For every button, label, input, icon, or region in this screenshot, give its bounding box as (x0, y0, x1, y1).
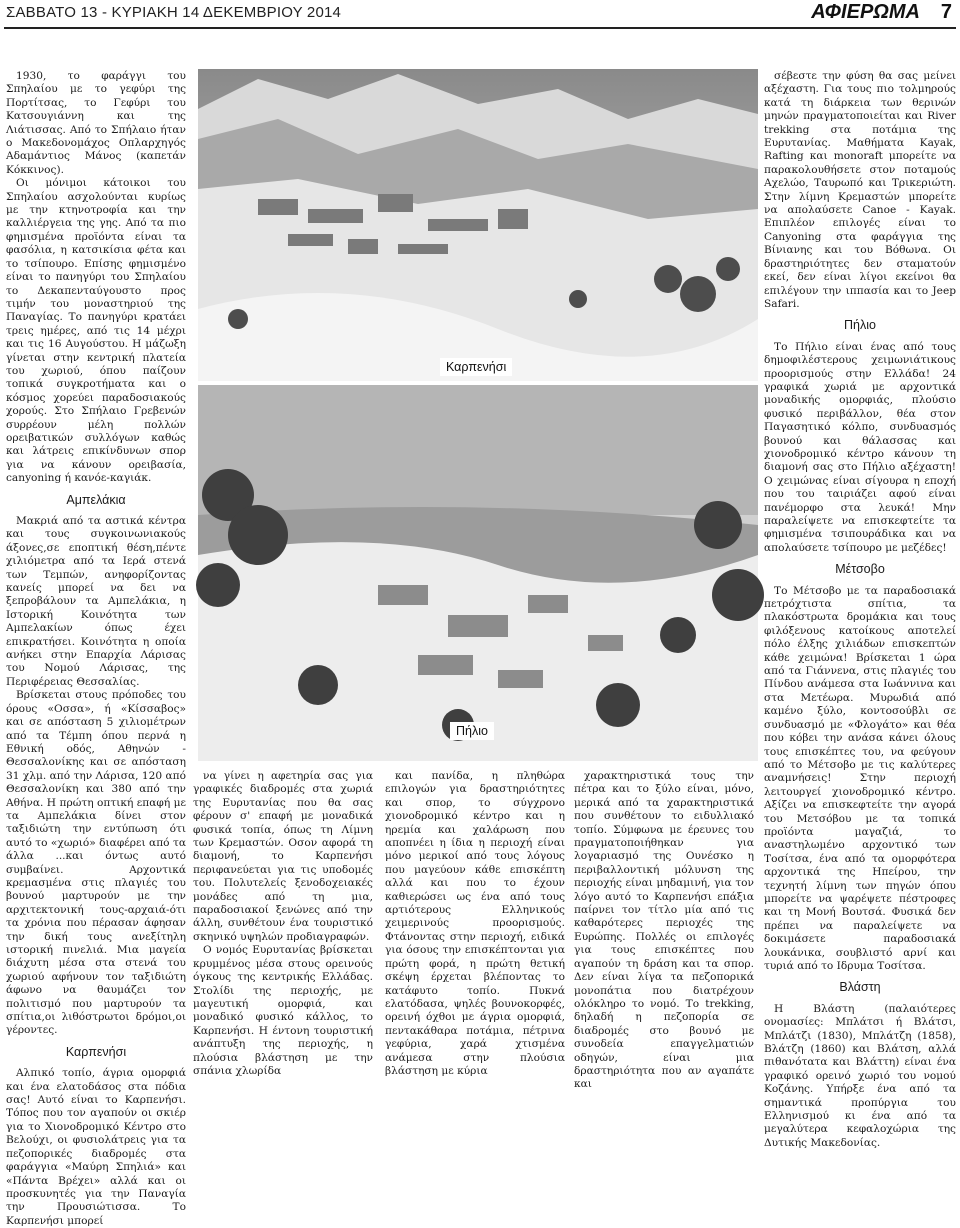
column-middle-1 (193, 770, 373, 1077)
subheading-pilio: Πήλιο (844, 318, 876, 333)
header-rule (4, 27, 956, 29)
paragraph: Το Μέτσοβο με τα παραδοσιακά πετρόχτιστα σπίτια, τα πλακόστρωτα δρομάκια και τους φιλόξενους κατοίκους αποτελεί πόλο έλξης χιλιάδων επισκεπτών κάθε χειμώνα! Βρίσκεται 1 ώρα από τα Γιάννενα, στις πλαγιές του Πίνδου ανάμεσα στα Ιωάννινα και στα Μετέωρα. Μυρωδιά από καμένο ξύλο, κοντοσούβλι σε συνδυασμό με «Φλογάτο» και θέα που κόβει την ανάσα κάνει όλους τους επισκέπτες του, να φεύγουν από το Μέτσοβο με τις καλύτερες αναμνήσεις! Στην περιοχή λειτουργεί χιονοδρομικό κέντρο. Αξίζει να επισκεφτείτε την αγορά του Μετσόβου με τα τοπικά προϊόντα μαγαζιά, το αναστηλωμένο αρχοντικό των Τοσίτσα, ένα από τα ομορφότερα αρχοντικά της Ηπείρου, την τεχνητή λίμνη των πηγών όπου μπορείτε να ψαρέψετε πέστροφες και τη Μονή Βουτσά. Φυσικά δεν πρέπει να παραλείψετε να δοκιμάσετε παραδοσιακά λουκάνικα, σουβλιστό αρνί και τυριά από το Ιδρυμα Τοσίτσα. (764, 584, 956, 972)
column-left (6, 70, 186, 1227)
column-middle-2 (385, 770, 565, 1077)
paragraph: Βρίσκεται στους πρόποδες του όρους «Οσσα», ή «Κίσσαβος» και σε απόσταση 5 χιλιομέτρων από τα Τέμπη όπου περνά η Εθνική οδός, Αθηνών - Θεσσαλονίκης και σε απόσταση 31 χλμ. από την Λάρισα, 120 από Θεσσαλονίκη και 380 από την Αθήνα. Η πρώτη οπτική επαφή με τα Αμπελάκια δίνει στον ταξιδιώτη την εντύπωση ότι αυτό το «χωριό» διαφέρει από τα άλλα ...και όντως αυτό συμβαίνει. Αρχοντικά κρεμασμένα στις πλαγιές του βουνού μαρτυρούν με την αρχιτεκτονική τους-αρχαιά-ότι τα χρόνια που πέρασαν άφησαν την δική τους ανεξίτηλη ιστορική πινελιά. Μια μαγεία διάχυτη μέσα στα στενά του χωριού αφήνουν τον ταξιδιώτη άφωνο να θαυμάζει τον πολιτισμό που μαρτυρούν τα σπίτια,οι λιθόστρωτοι δρόμοι,οι γέροντες. (6, 689, 186, 1037)
paragraph: και πανίδα, η πληθώρα επιλογών για δραστηριότητες και σπορ, το σύγχρονο χιονοδρομικό κέντρο και η ηρεμία και χαλάρωση που αποπνέει η ίδια η περιοχή είναι μόνο μερικοί από τους λόγους που μαγεύουν κάθε επισκέπτη αλλά και που το έχουν καθιερώσει ως ένα από τους αρτιότερους Ελληνικούς χειμερινούς προορισμούς. Φτάνοντας στην περιοχή, ειδικά για όσους την επισκέπτονται για πρώτη φορά, η πρώτη θετική σκέψη έρχεται βλέποντας το κατάφυτο τοπίο. Πυκνά ελατόδασα, ψηλές βουνοκορφές, ορεινή όχθοι με άγρια ομορφιά, πεντακάθαρα ποτάμια, πέτρινα γεφύρια, χαρά χτισμένα ανάμεσα στην πλούσια βλάστηση με κύρια (385, 770, 565, 1077)
photo-karpenisi (198, 69, 758, 381)
paragraph: 1930, το φαράγγι του Σπηλαίου με το γεφύρι της Πορτίτσας, το Γεφύρι του Κατσουγιάννη και της Λιάτισσας. Από το Σπήλαιο ήταν ο Μακεδονομάχος Οπλαρχηγός Αδαμάντιος Μάνος (καπετάν Κόκκινος). (6, 70, 186, 176)
paragraph: Ο νομός Ευρυτανίας βρίσκεται κρυμμένος μέσα στους ορεινούς όγκους της κεντρικής Ελλάδας. Στολίδι της περιοχής, με μαγευτική ομορφιά, και μοναδικό φυσικό κάλλος, το Καρπενήσι. Η έντονη τουριστική ανάπτυξη της περιοχής, η πλούσια βλάστηση με την σπάνια χλωρίδα (193, 944, 373, 1077)
paragraph: Μακριά από τα αστικά κέντρα και τους συγκοινωνιακούς άξονες,σε εποπτική θέση,πέντε χιλιόμετρα από τα Ιερά στενά των Τεμπών, ανηφορίζοντας κανείς μπορεί να δει να ξεπροβάλουν τα Αμπελάκια, η Ιστορική Κοινότητα των Αμπελακίων όπως έχει επικρατήσει. Κοινότητα η οποία ανήκει στην Επαρχία Λάρισας του Νομού Λάρισας, της Περιφέρειας Θεσσαλίας. (6, 515, 186, 688)
paragraph: Αλπικό τοπίο, άγρια ομορφιά και ένα ελατοδάσος στα πόδια σας! Αυτό είναι το Καρπενήσι. Τόπος που τον αγαπούν οι σκιέρ για το Χιονοδρομικό Κέντρο στο Βελούχι, οι φυσιολάτρεις για τα πεζοπορικές διαδρομές στα φαράγγια «Μαύρη Σπηλιά» και «Πάντα Βρέχει» αλλά και οι προσκυνητές για την Παναγία την Προυσιώτισσα. Το Καρπενήσι μπορεί (6, 1067, 186, 1227)
subheading-ampelakia: Αμπελάκια (66, 492, 126, 507)
paragraph: Το Πήλιο είναι ένας από τους δημοφιλέστερους χειμωνιάτικους προορισμούς στην Ελλάδα! 24 γραφικά χωριά με αρχοντικά μοναδικής ομορφιάς, πλούσιο φυσικό περιβάλλον, θέα στον Παγασητικό κόλπο, συνδυασμός βουνού και θάλασσας και χιονοδρομικό κέντρο κάνουν τη διαμονή σας στο Πήλιο αξέχαστη! Ο χειμώνας είναι σίγουρα η εποχή που του ταιριάζει αφού είναι πανέμορφο στα λευκά! Μην παραλείψετε να επισκεφτείτε τα φημισμένα τσιπουράδικα και να απολαύσετε τσίπουρο με μεζέδες! (764, 340, 956, 554)
subheading-karpenisi: Καρπενήσι (65, 1044, 127, 1059)
paragraph: χαρακτηριστικά τους την πέτρα και το ξύλο είναι, μόνο, μερικά από τα χαρακτηριστικά που συνθέτουν το ειδυλλιακό τοπίο. Σύμφωνα με έρευνες του πραγματοποιήθηκαν για λογαριασμό της Ουνέσκο η περιβαλλοντική μόλυνση της περιοχής είναι μηδαμινή, για τον λόγο αυτό το Καρπενήσι επάξια παίρνει τον τίτλο μία από τις καθαρότερες περιοχές της Ευρώπης. Πολλές οι επιλογές για τους επισκέπτες που αγαπούν τη δράση και τα σπορ. Δεν είναι λίγα τα πεζοπορικά μονοπάτια που διατρέχουν ολόκληρο το νομό. Το trekking, δηλαδή η πεζοπορία σε διαδρομές στο βουνό με συνοδεία επαγγελματιών οδηγών, είναι μια δραστηριότητα που αν αγαπάτε και (574, 770, 754, 1091)
photo-pilio-image (198, 385, 758, 761)
paragraph: να γίνει η αφετηρία σας για γραφικές διαδρομές στα χωριά της Ευρυτανίας που θα σας φέρουν σ' επαφή με μοναδικά φυσικά τοπία, όπως τη Λίμνη των Κρεμαστών. Οσον αφορά τη διαμονή, το Καρπενήσι περιφανεύεται για τις υποδομές του. Πολυτελείς ξενοδοχειακές μονάδες από τη μια, παραδοσιακοί ξενώνες από την άλλη, συνθέτουν ένα τουριστικό σκηνικό υψηλών προδιαγραφών. (193, 770, 373, 943)
issue-date: ΣΑΒΒΑΤΟ 13 - ΚΥΡΙΑΚΗ 14 ΔΕΚΕΜΒΡΙΟΥ 2014 (6, 4, 342, 21)
column-right (764, 70, 956, 1149)
paragraph: Οι μόνιμοι κάτοικοι του Σπηλαίου ασχολούνται κυρίως με την κτηνοτροφία και την καλλιέργεια της γης. Από τα πιο φημισμένα προϊόντα είναι τα φασόλια, η κατσικίσια φέτα και το τσίπουρο. Επίσης φημισμένο είναι το πανηγύρι του Σπηλαίου το Δεκαπενταύγουστο προς τιμήν του μοναστηριού της Παναγίας. Το πανηγύρι κρατάει τρεις ημέρες, από τις 14 μέχρι και τις 16 Αυγούστου. Η μάζωξη γίνεται στην κεντρική πλατεία του χωριού, όπου παίζουν τοπικά συγκροτήματα και ο κόσμος χορεύει παραδοσιακούς χορούς. Στο Σπήλαιο Γρεβενών συρρέουν μέλη πολλών ορειβατικών συλλόγων καθώς και λάτρεις επικίνδυνων σπορ για να κάνουν ορειβασία, canyoning ή κανόε-καγιάκ. (6, 177, 186, 485)
paragraph: Η Βλάστη (παλαιότερες ονομασίες: Μπλάτσι ή Βλάτσι, Μπλάτζι (1830), Μπλάτζη (1858), Βλάτζη (1860) και Βλάτση, αλλά πιθανότατα και Βλάττη) είναι ένα γραφικό ορεινό χωριό του νομού Κοζάνης. Υπήρξε ένα από τα σημαντικά προπύργια του Ελληνισμού κι ένα από τα μεγαλύτερα κεφαλοχώρια της Δυτικής Μακεδονίας. (764, 1002, 956, 1149)
photo-caption-karpenisi: Καρπενήσι (440, 358, 512, 376)
photo-caption-pilio: Πήλιο (450, 722, 494, 740)
photo-pilio (198, 385, 758, 761)
page-number: 7 (940, 1, 952, 23)
paragraph: σέβεστε την φύση θα σας μείνει αξέχαστη. Για τους πιο τολμηρούς κατά τη διάρκεια των θερινών μηνών πραγματοποιείται και River trekking στα ποτάμια της Ευρυτανίας. Μαθήματα Kayak, Rafting και monoraft μπορείτε να παρακολουθήσετε στον ποταμούς Αχελώο, Ταυρωπό και Τρικεριώτη. Στην λίμνη Κρεμαστών μπορείτε να απολαύσετε Canoe - Kayak. Επιπλέον επιλογές είναι το Canyoning στα φαράγγια της Βίνιανης και του Βόθωνα. Οι δραστηριότητες δεν σταματούν εκεί, δεν είναι λίγοι εκείνοι θα επιλέγουν την ιππασία και το Jeep Safari. (764, 70, 956, 310)
subheading-vlasti: Βλάστη (839, 980, 881, 995)
photo-karpenisi-image (198, 69, 758, 381)
column-middle-3 (574, 770, 754, 1091)
section-title: ΑΦΙΕΡΩΜΑ (811, 1, 920, 23)
page-header (0, 0, 960, 28)
subheading-metsovo: Μέτσοβο (835, 562, 885, 577)
